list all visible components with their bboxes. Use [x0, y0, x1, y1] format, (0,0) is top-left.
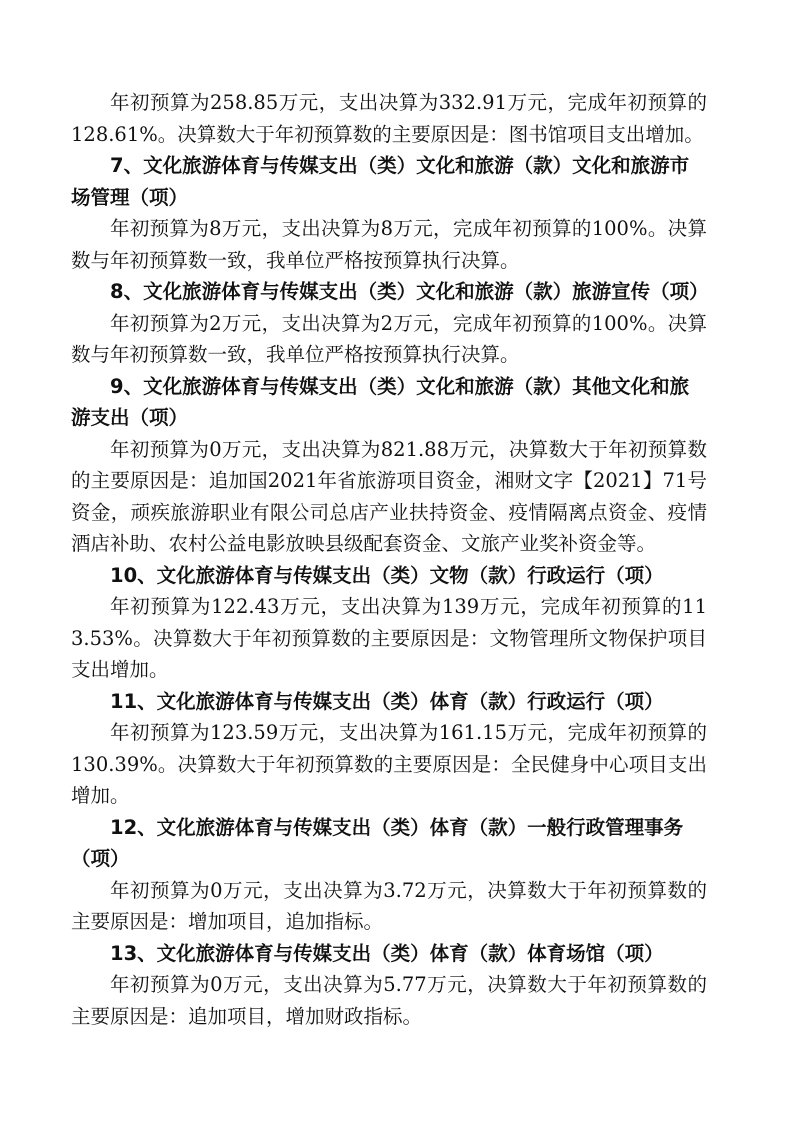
heading-item-7: 7、文化旅游体育与传媒支出（类）文化和旅游（款）文化和旅游市场管理（项） [71, 154, 690, 209]
paragraph-item-8: 年初预算为2万元，支出决算为2万元，完成年初预算的100%。决算数与年初预算数一致，我单位严格按预算执行决算。 [71, 311, 707, 366]
paragraph-item-9: 年初预算为0万元，支出决算为821.88万元，决算数大于年初预算数的主要原因是：追加国2021年省旅游项目资金，湘财文字【2021】71号资金，顽疾旅游职业有限公司总店产业扶持资金、疫情隔离点资金、疫情酒店补助、农村公益电影放映县级配套资金、文旅产业奖补资金等。 [71, 437, 707, 555]
paragraph-item-13: 年初预算为0万元，支出决算为5.77万元，决算数大于年初预算数的主要原因是：追加项目，增加财政指标。 [71, 973, 707, 1028]
heading-item-9: 9、文化旅游体育与传媒支出（类）文化和旅游（款）其他文化和旅游支出（项） [71, 374, 690, 429]
paragraph-item-11: 年初预算为123.59万元，支出决算为161.15万元，完成年初预算的130.39%。决算数大于年初预算数的主要原因是：全民健身中心项目支出增加。 [71, 721, 707, 807]
paragraph-item-10: 年初预算为122.43万元，支出决算为139万元，完成年初预算的113.53%。决算数大于年初预算数的主要原因是：文物管理所文物保护项目支出增加。 [71, 595, 707, 681]
heading-item-10: 10、文化旅游体育与传媒支出（类）文物（款）行政运行（项） [110, 563, 664, 587]
paragraph-library-budget: 年初预算为258.85万元，支出决算为332.91万元，完成年初预算的128.61%。决算数大于年初预算数的主要原因是：图书馆项目支出增加。 [71, 91, 707, 146]
paragraph-item-12: 年初预算为0万元，支出决算为3.72万元，决算数大于年初预算数的主要原因是：增加项目，追加指标。 [71, 878, 707, 933]
paragraph-item-7: 年初预算为8万元，支出决算为8万元，完成年初预算的100%。决算数与年初预算数一致，我单位严格按预算执行决算。 [71, 217, 707, 272]
heading-item-11: 11、文化旅游体育与传媒支出（类）体育（款）行政运行（项） [110, 689, 664, 713]
heading-item-12: 12、文化旅游体育与传媒支出（类）体育（款）一般行政管理事务（项） [71, 815, 684, 870]
document-page [71, 87, 707, 1032]
heading-item-8: 8、文化旅游体育与传媒支出（类）文化和旅游（款）旅游宣传（项） [110, 280, 709, 303]
heading-item-13: 13、文化旅游体育与传媒支出（类）体育（款）体育场馆（项） [110, 941, 664, 965]
